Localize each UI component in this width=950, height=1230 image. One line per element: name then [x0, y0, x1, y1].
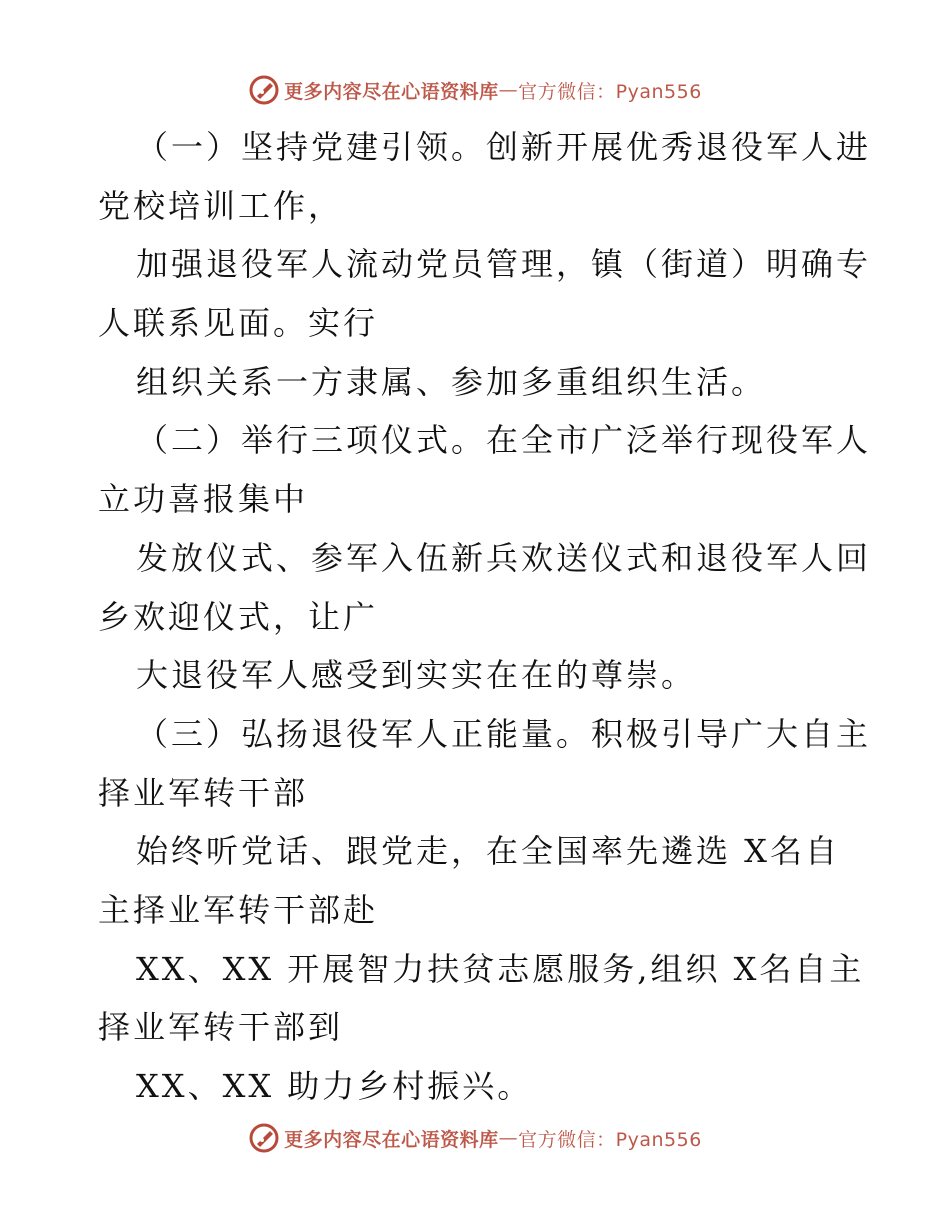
text-line: （一）坚持党建引领。创新开展优秀退役军人进: [136, 128, 872, 166]
text-line: 始终听党话、跟党走，在全国率先遴选 X名自: [136, 832, 840, 871]
text-line: 主择业军转干部赴: [98, 890, 379, 929]
document-body: [98, 118, 872, 1116]
text-line: （三）弘扬退役军人正能量。积极引导广大自主: [136, 714, 872, 753]
text-line: XX、XX 助力乡村振兴。: [136, 1067, 533, 1105]
watermark-title: 更多内容尽在心语资料库: [284, 1128, 499, 1151]
watermark-contact: 官方微信：Pyan556: [518, 80, 702, 103]
text-line: XX、XX 开展智力扶贫志愿服务,组织 X名自主: [136, 949, 865, 988]
text-line: 加强退役军人流动党员管理，镇（街道）明确专: [136, 245, 872, 284]
watermark-title: 更多内容尽在心语资料库: [284, 80, 499, 103]
watermark-header: [0, 70, 950, 110]
watermark-footer: [0, 1118, 950, 1158]
watermark-dash: —: [498, 1127, 519, 1149]
text-line: 乡欢迎仪式，让广: [98, 597, 379, 636]
text-line: 大退役军人感受到实实在在的尊崇。: [136, 656, 697, 695]
text-line: 立功喜报集中: [98, 480, 309, 519]
text-line: 择业军转干部到: [98, 1008, 344, 1047]
text-line: 择业军转干部: [98, 773, 309, 812]
watermark-contact: 官方微信：Pyan556: [518, 1128, 702, 1151]
text-line: 党校培训工作，: [98, 186, 344, 225]
text-line: （二）举行三项仪式。在全市广泛举行现役军人: [136, 421, 872, 460]
logo-icon: [248, 74, 280, 106]
text-line: 发放仪式、参军入伍新兵欢送仪式和退役军人回: [136, 538, 872, 577]
watermark-dash: —: [498, 79, 519, 101]
logo-icon: [248, 1122, 280, 1154]
text-line: 组织关系一方隶属、参加多重组织生活。: [136, 362, 767, 401]
text-line: 人联系见面。实行: [98, 304, 379, 343]
